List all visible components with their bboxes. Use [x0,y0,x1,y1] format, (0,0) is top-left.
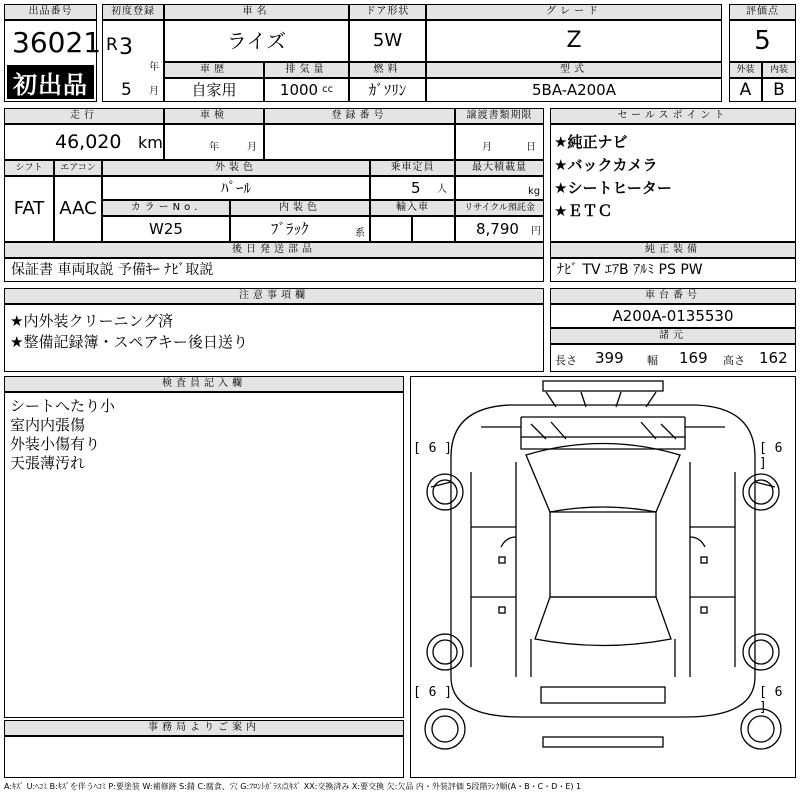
office-label: 事務局よりご案内 [4,720,404,736]
sales-point-item: ★バックカメラ [554,156,658,174]
import-box-a [370,216,412,242]
max-load-label: 最大積載量 [455,160,544,176]
aircon-label: エアコン [54,160,102,176]
inspector-list [10,397,115,473]
grade-value: Z [426,20,722,62]
sales-point-item: ★ＥＴＣ [554,202,613,220]
roof-shape [550,512,656,597]
model-value: 5BA-A200A [426,78,722,102]
shift-value: FAT [4,176,54,242]
first-reg-label: 初度登録 [102,4,164,20]
year-unit: 年 [149,62,159,73]
transfer-day-unit: 日 [526,142,536,153]
first-reg-year: 3 [119,35,133,60]
dimensions-box [550,344,796,372]
front-bumper-shape [543,381,663,391]
inspector-item: シートへたり小 [10,397,116,415]
mileage-value: 46,020 [55,131,122,153]
max-load-unit: kg [528,186,541,197]
sales-point-item: ★シートヒーター [554,179,672,197]
capacity-label: 乗車定員 [370,160,455,176]
first-listing-badge: 初出品 [7,65,94,99]
history-value: 自家用 [164,78,264,102]
rear-bumper-shape [541,687,665,703]
capacity-box [370,176,455,200]
interior-grade-value: B [762,78,796,102]
interior-color-box [230,216,370,242]
length-label: 長さ [555,354,577,367]
length-value: 399 [595,349,624,367]
displacement-unit: cc [322,84,334,95]
office-box [4,736,404,778]
notes-list [10,311,248,353]
inspector-box [4,392,404,718]
displacement-label: 排気量 [264,62,349,78]
aircon-value: AAC [54,176,102,242]
car-name-label: 車名 [164,4,349,20]
car-name-value: ライズ [164,20,349,62]
mileage-box [4,124,164,160]
genuine-equip-box [550,258,796,282]
inspection-year-unit: 年 [209,142,219,153]
windshield-shape [526,444,680,513]
recycle-label: リサイクル預託金 [455,200,544,216]
height-label: 高さ [723,354,745,367]
tire-depth-front-left: [ 6 ] [413,441,453,456]
tire-depth-rear-right: [ 6 ] [759,685,783,715]
tire-front-left-icon [427,474,463,510]
transfer-month-unit: 月 [482,142,492,153]
spare-tire-left-icon [425,709,465,749]
height-value: 162 [759,349,788,367]
inspection-month-unit: 月 [247,142,257,153]
month-unit: 月 [149,86,159,97]
color-no-label: カラーNo. [102,200,230,216]
note-item: ★整備記録簿・スペアキー後日送り [10,333,248,351]
genuine-equip-label: 純正装備 [550,242,796,258]
rear-bumper-edge [543,737,663,747]
history-label: 車歴 [164,62,264,78]
tire-depth-rear-left: [ 6 ] [413,685,453,700]
reg-no-label: 登録番号 [264,108,455,124]
notes-label: 注意事項欄 [4,288,544,304]
recycle-unit: 円 [531,226,541,237]
sales-points-label: セールスポイント [550,108,796,124]
car-diagram [410,376,796,778]
later-parts-box [4,258,544,282]
auction-no-label: 出品番号 [4,4,97,20]
interior-color-value: ﾌﾞﾗｯｸ [271,220,309,238]
inspector-item: 室内内張傷 [10,416,86,434]
score-value: 5 [729,20,796,62]
dimensions-label: 諸元 [550,328,796,344]
later-parts-value: 保証書 車両取説 予備ｷｰ ﾅﾋﾞ取説 [11,262,214,278]
max-load-box [455,176,544,200]
note-item: ★内外装クリーニング済 [10,312,174,330]
inspection-box [164,124,264,160]
transfer-label: 譲渡書類期限 [455,108,544,124]
chassis-value: A200A-0135530 [550,304,796,328]
width-value: 169 [679,349,708,367]
first-reg-box [102,20,164,102]
model-label: 型式 [426,62,722,78]
exterior-grade-label: 外装 [729,62,762,78]
interior-grade-label: 内装 [762,62,796,78]
spare-tire-right-icon [741,709,781,749]
inspector-label: 検査員記入欄 [4,376,404,392]
auction-no-value: 36021 [12,26,102,59]
displacement-box [264,78,349,102]
inspection-label: 車検 [164,108,264,124]
tire-rear-right-icon [743,634,779,670]
first-reg-month: 5 [121,80,132,100]
door-value: 5W [349,20,426,62]
exterior-color-label: 外装色 [102,160,370,176]
notes-box [4,304,544,372]
sales-point-item: ★純正ナビ [554,133,628,151]
import-label: 輸入車 [370,200,455,216]
trunk-outline [451,677,755,717]
shift-label: シフト [4,160,54,176]
recycle-value: 8,790 [476,220,519,238]
tire-front-right-icon [743,474,779,510]
grade-label: グレード [426,4,722,20]
mileage-unit: km [138,133,163,152]
first-reg-era: R [106,35,118,55]
inspector-item: 天張薄汚れ [10,454,86,472]
door-label: ドア形状 [349,4,426,20]
interior-color-unit: 系 [355,228,365,239]
genuine-equip-value: ﾅﾋﾞ TV ｴｱB ｱﾙﾐ PS PW [557,262,703,278]
chassis-label: 車台番号 [550,288,796,304]
tire-depth-front-right: [ 6 ] [759,441,783,471]
transfer-box [455,124,544,160]
recycle-box [455,216,544,242]
capacity-unit: 人 [437,184,447,195]
displacement-value: 1000 [279,80,319,99]
auction-no-box [4,20,102,102]
tire-rear-left-icon [427,634,463,670]
rear-glass-shape [535,597,671,646]
sales-points-list [554,131,672,223]
interior-color-label: 内装色 [230,200,370,216]
car-diagram-svg [411,377,795,777]
capacity-value: 5 [411,179,421,197]
import-box-b [412,216,455,242]
exterior-grade-value: A [729,78,762,102]
fuel-value: ｶﾞｿﾘﾝ [349,78,426,102]
inspector-item: 外装小傷有り [10,435,101,453]
reg-no-box [264,124,455,160]
later-parts-label: 後日発送部品 [4,242,544,258]
score-label: 評価点 [729,4,796,20]
mileage-label: 走行 [4,108,164,124]
color-no-value: W25 [102,216,230,242]
exterior-color-value: ﾊﾟｰﾙ [102,176,370,200]
legend-text: A:ｷｽﾞ U:ﾍｺﾐ B:ｷｽﾞを伴うﾍｺﾐ P:要塗装 W:補修跡 S:錆 C:腐食、穴 G:ﾌﾛﾝﾄｶﾞﾗｽ点ｷｽﾞ XX:交換済み X:要交換 欠:欠品 内・外装評価 5段階ﾗﾝｸ順(A・B・C・D・E) 1 [4,782,582,791]
sales-points-box [550,124,796,242]
width-label: 幅 [647,354,658,367]
fuel-label: 燃料 [349,62,426,78]
